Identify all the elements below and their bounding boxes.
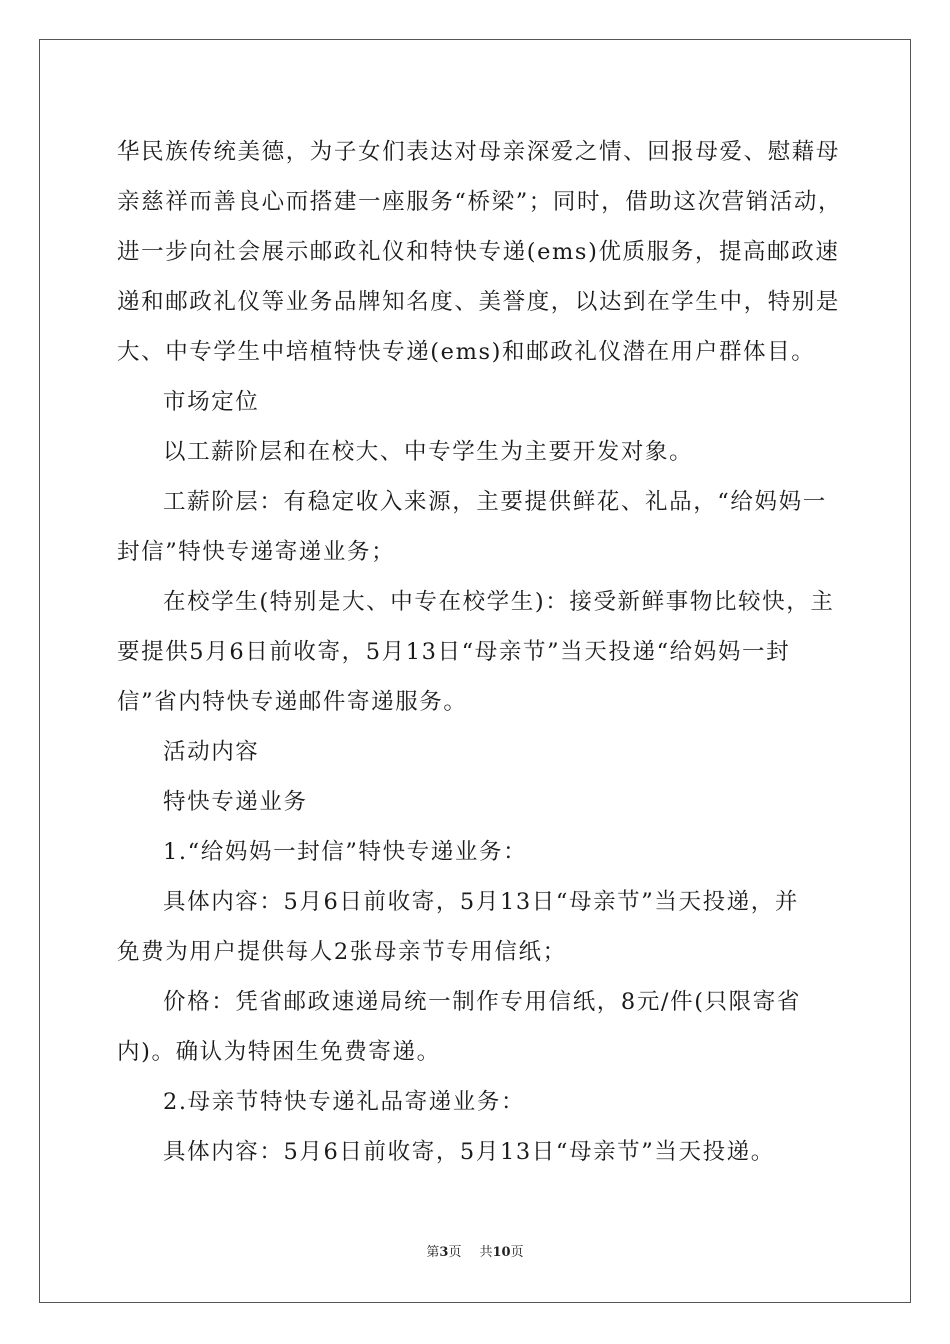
text-line: 免费为用户提供每人2张母亲节专用信纸；	[117, 939, 567, 965]
section-heading-activity-content: 活动内容	[163, 739, 260, 765]
page-prefix: 第	[426, 1245, 440, 1260]
text-line: 内)。确认为特困生免费寄递。	[117, 1039, 441, 1065]
text-line: 以工薪阶层和在校大、中专学生为主要开发对象。	[163, 439, 694, 465]
text-line: 具体内容：5月6日前收寄，5月13日“母亲节”当天投递。	[163, 1139, 775, 1165]
text-line: 要提供5月6日前收寄，5月13日“母亲节”当天投递“给妈妈一封	[117, 639, 791, 665]
page-suffix: 页	[448, 1245, 462, 1260]
document-body	[117, 127, 843, 1177]
list-item-heading: 2.母亲节特快专递礼品寄递业务：	[163, 1089, 526, 1115]
text-line: 递和邮政礼仪等业务品牌知名度、美誉度，以达到在学生中，特别是	[117, 289, 841, 315]
text-line: 在校学生(特别是大、中专在校学生)：接受新鲜事物比较快，主	[163, 589, 835, 615]
section-heading-market-positioning: 市场定位	[163, 389, 260, 415]
text-line: 价格：凭省邮政速递局统一制作专用信纸，8元/件(只限寄省	[163, 989, 801, 1015]
total-prefix: 共	[479, 1245, 493, 1260]
text-line: 亲慈祥而善良心而搭建一座服务“桥梁”；同时，借助这次营销活动，	[117, 189, 843, 215]
text-line: 封信”特快专递寄递业务；	[117, 539, 396, 565]
total-suffix: 页	[510, 1245, 524, 1260]
text-line: 进一步向社会展示邮政礼仪和特快专递(ems)优质服务，提高邮政速	[117, 239, 840, 265]
section-heading-express-business: 特快专递业务	[163, 789, 308, 815]
text-line: 华民族传统美德，为子女们表达对母亲深爱之情、回报母爱、慰藉母	[117, 139, 841, 165]
total-pages: 10	[492, 1245, 511, 1260]
page-number: 3	[439, 1245, 449, 1260]
text-line: 工薪阶层：有稳定收入来源，主要提供鲜花、礼品，“给妈妈一	[163, 489, 827, 515]
text-line: 具体内容：5月6日前收寄，5月13日“母亲节”当天投递，并	[163, 889, 799, 915]
page-footer	[0, 1243, 950, 1263]
text-line: 大、中专学生中培植特快专递(ems)和邮政礼仪潜在用户群体目。	[117, 339, 816, 365]
list-item-heading: 1.“给妈妈一封信”特快专递业务：	[163, 839, 528, 865]
text-line: 信”省内特快专递邮件寄递服务。	[117, 689, 468, 715]
